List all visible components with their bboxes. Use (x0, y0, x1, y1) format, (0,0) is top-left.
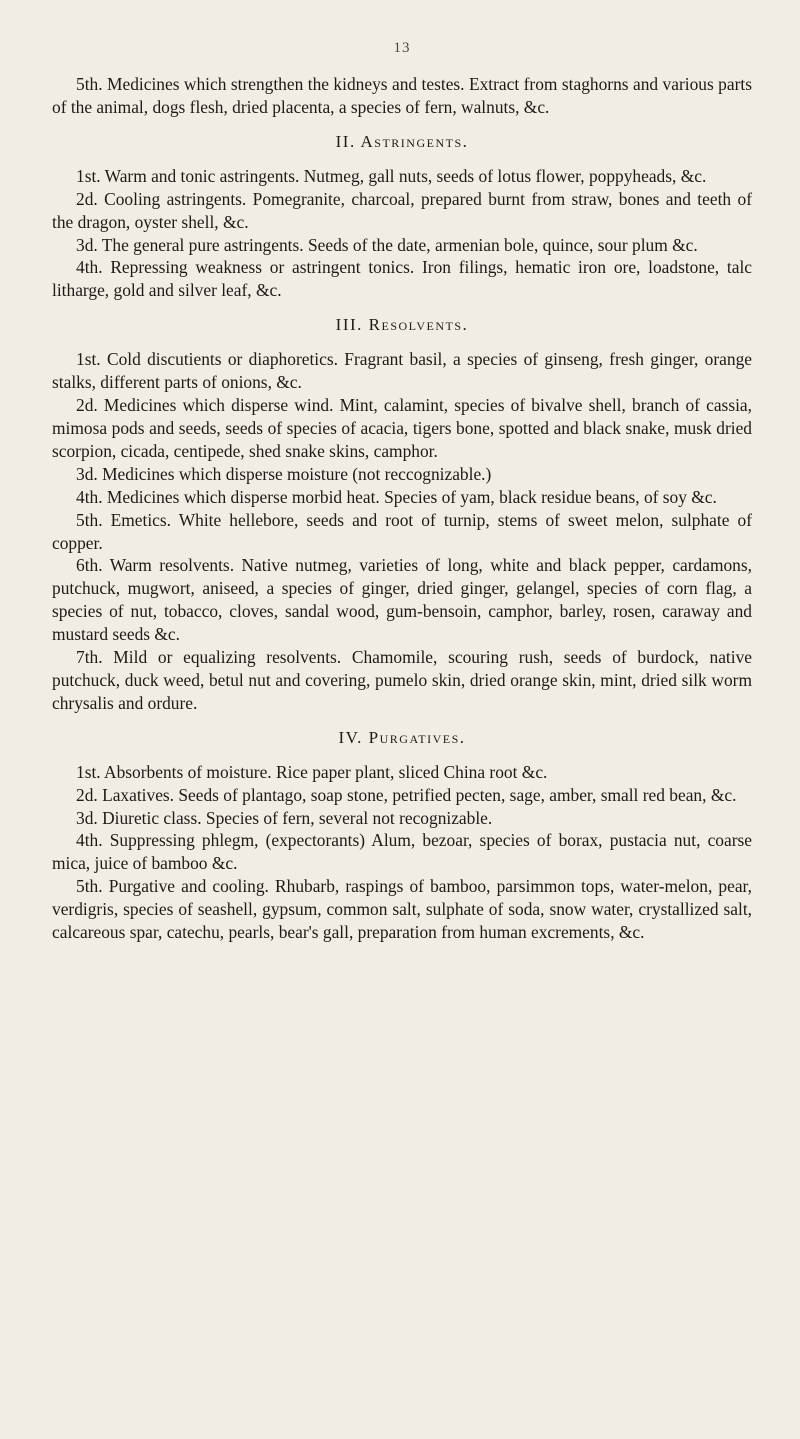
paragraph-purgatives-5th: 5th. Purgative and cooling. Rhubarb, raspings of bamboo, parsimmon tops, water-melon, pear, verdigris, species of seashell, gypsum, common salt, sulphate of soda, snow water, crystallized salt, calcareous spar, catechu, pearls, bear's gall, preparation from human excrements, &c. (52, 876, 752, 943)
paragraph-astringents-3d: 3d. The general pure astringents. Seeds of the date, armenian bole, quince, sour plum &c. (76, 234, 698, 255)
paragraph-resolvents-4th: 4th. Medicines which disperse morbid heat. Species of yam, black residue beans, of soy &c. (76, 486, 717, 507)
paragraph-resolvents-3d: 3d. Medicines which disperse moisture (not reccognizable.) (76, 463, 492, 484)
paragraph-astringents-4th: 4th. Repressing weakness or astringent tonics. Iron filings, hematic iron ore, loadstone, talc litharge, gold and silver leaf, &c. (52, 257, 752, 301)
document-page (52, 40, 752, 944)
paragraph-tonics-5th: 5th. Medicines which strengthen the kidneys and testes. Extract from staghorns and various parts of the animal, dogs flesh, dried placenta, a species of fern, walnuts, &c. (52, 74, 752, 117)
paragraph-purgatives-4th: 4th. Suppressing phlegm, (expectorants) Alum, bezoar, species of borax, pustacia nut, coarse mica, juice of bamboo &c. (52, 830, 752, 874)
paragraph-resolvents-1st: 1st. Cold discutients or diaphoretics. Fragrant basil, a species of ginseng, fresh ginger, orange stalks, different parts of onions, &c. (52, 349, 752, 393)
paragraph-resolvents-2d: 2d. Medicines which disperse wind. Mint, calamint, species of bivalve shell, branch of cassia, mimosa pods and seeds, seeds of species of acacia, tigers bone, spotted and black snake, musk dried scorpion, cicada, centipede, shed snake skins, camphor. (52, 395, 752, 461)
section-heading-purgatives: IV. Purgatives. (338, 727, 466, 747)
paragraph-resolvents-5th: 5th. Emetics. White hellebore, seeds and root of turnip, stems of sweet melon, sulphate of copper. (52, 509, 752, 553)
paragraph-purgatives-3d: 3d. Diuretic class. Species of fern, several not recognizable. (76, 807, 493, 828)
paragraph-astringents-1st: 1st. Warm and tonic astringents. Nutmeg, gall nuts, seeds of lotus flower, poppyheads, &c. (76, 165, 707, 186)
section-heading-resolvents: III. Resolvents. (335, 315, 469, 335)
paragraph-purgatives-1st: 1st. Absorbents of moisture. Rice paper plant, sliced China root &c. (76, 761, 548, 782)
section-heading-astringents: II. Astringents. (335, 131, 469, 151)
paragraph-astringents-2d: 2d. Cooling astringents. Pomegranite, charcoal, prepared burnt from straw, bones and teeth of the dragon, oyster shell, &c. (52, 188, 752, 232)
paragraph-purgatives-2d: 2d. Laxatives. Seeds of plantago, soap stone, petrified pecten, sage, amber, small red bean, &c. (76, 784, 737, 805)
paragraph-resolvents-7th: 7th. Mild or equalizing resolvents. Chamomile, scouring rush, seeds of burdock, native putchuck, duck weed, betul nut and covering, pumelo skin, dried orange skin, mint, dried silk worm chrysalis and ordure. (52, 647, 752, 713)
page-number: 13 (393, 40, 411, 56)
paragraph-resolvents-6th: 6th. Warm resolvents. Native nutmeg, varieties of long, white and black pepper, cardamons, putchuck, mugwort, aniseed, a species of ginger, dried ginger, gelangel, species of corn flag, a species of nut, tobacco, cloves, sandal wood, gum-bensoin, camphor, barley, rosen, caraway and mustard seeds &c. (52, 555, 752, 645)
